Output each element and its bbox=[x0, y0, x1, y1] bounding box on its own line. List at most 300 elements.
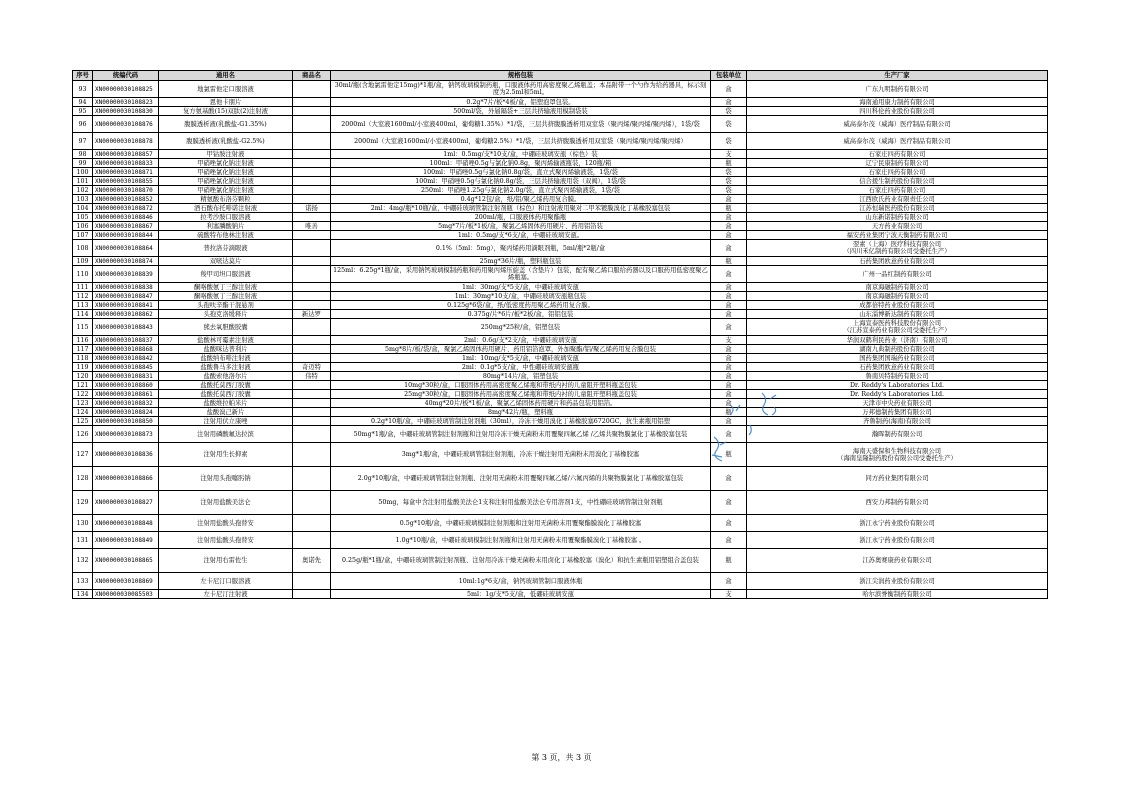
cell-code: XN00000030108860 bbox=[93, 381, 159, 390]
cell-manufacturer: 威高泰尔茂（威海）医疗制品有限公司 bbox=[747, 133, 1048, 150]
cell-code: XN00000030108861 bbox=[93, 390, 159, 399]
cell-brand-name bbox=[293, 336, 331, 345]
cell-seq: 103 bbox=[73, 195, 93, 204]
table-row bbox=[73, 408, 1048, 417]
cell-generic-name: 地氯雷他定口服溶液 bbox=[159, 81, 293, 98]
cell-spec: 5mg*7片/板*1板/盒，聚氯乙烯固体药用硬片、药用铝箔装 bbox=[331, 222, 711, 231]
cell-spec: 80mg*14片/盒，铝塑包装 bbox=[331, 372, 711, 381]
cell-spec: 125ml：6.25g*1瓶/盒，采用钠钙玻璃模制药瓶和药用聚丙烯压旋盖（含垫片）包装，配有聚乙烯口服给药器以及口服药用低密度聚乙烯瓶塞。 bbox=[331, 266, 711, 283]
cell-brand-name bbox=[293, 257, 331, 266]
cell-generic-name: 盐酸托莫西汀胶囊 bbox=[159, 390, 293, 399]
cell-unit: 袋 bbox=[711, 168, 747, 177]
header-spec: 规格包装 bbox=[331, 71, 711, 81]
cell-spec: 0.375g/片*6片/板*2板/盒，铝铝包装 bbox=[331, 310, 711, 319]
cell-manufacturer: 浙江永宁药业股份有限公司 bbox=[747, 515, 1048, 532]
cell-manufacturer: 福安药业集团宁波天衡制药有限公司 bbox=[747, 231, 1048, 240]
header-seq: 序号 bbox=[73, 71, 93, 81]
cell-code: XN00000030108847 bbox=[93, 292, 159, 301]
cell-manufacturer: 江苏奥赛康药业有限公司 bbox=[747, 549, 1048, 573]
table-body bbox=[73, 81, 1048, 599]
cell-code: XN00000030108862 bbox=[93, 310, 159, 319]
cell-unit: 盒 bbox=[711, 283, 747, 292]
table-row bbox=[73, 354, 1048, 363]
cell-manufacturer: 浙江尖润药业股份有限公司 bbox=[747, 573, 1048, 590]
cell-brand-name bbox=[293, 354, 331, 363]
cell-generic-name: 酮咯酸氨丁三醇注射液 bbox=[159, 292, 293, 301]
cell-seq: 113 bbox=[73, 301, 93, 310]
cell-brand-name bbox=[293, 319, 331, 336]
cell-brand-name bbox=[293, 491, 331, 515]
cell-generic-name: 双嘧达莫片 bbox=[159, 257, 293, 266]
cell-brand-name bbox=[293, 590, 331, 599]
table-row bbox=[73, 390, 1048, 399]
cell-brand-name bbox=[293, 81, 331, 98]
cell-code: XN00000030108857 bbox=[93, 150, 159, 159]
cell-brand-name bbox=[293, 186, 331, 195]
cell-seq: 129 bbox=[73, 491, 93, 515]
cell-seq: 100 bbox=[73, 168, 93, 177]
cell-brand-name bbox=[293, 292, 331, 301]
cell-generic-name: 盐酸纳布啡注射液 bbox=[159, 354, 293, 363]
cell-manufacturer: 石药集团欧意药业有限公司 bbox=[747, 363, 1048, 372]
table-row bbox=[73, 283, 1048, 292]
cell-unit: 袋 bbox=[711, 133, 747, 150]
cell-code: XN00000030108849 bbox=[93, 532, 159, 549]
cell-code: XN00000030108871 bbox=[93, 168, 159, 177]
cell-spec: 2000ml（大室液1600ml/小室液400ml，葡萄糖2.5%）*1/袋，三层共挤腹膜透析用双室袋（聚丙烯/聚丙烯/聚丙烯） bbox=[331, 133, 711, 150]
cell-seq: 134 bbox=[73, 590, 93, 599]
cell-unit: 盒 bbox=[711, 363, 747, 372]
cell-unit: 盒 bbox=[711, 231, 747, 240]
cell-brand-name bbox=[293, 98, 331, 107]
cell-generic-name: 利塞膦酸钠片 bbox=[159, 222, 293, 231]
cell-spec: 5ml：1g/支*5支/盒，低硼硅玻璃安瓿 bbox=[331, 590, 711, 599]
cell-code: XN00000030108844 bbox=[93, 231, 159, 240]
cell-seq: 102 bbox=[73, 186, 93, 195]
cell-brand-name bbox=[293, 301, 331, 310]
cell-spec: 500ml/袋，外層隔袋+三层共挤输液用模制袋装 bbox=[331, 107, 711, 116]
cell-manufacturer: 辽宁民康制药有限公司 bbox=[747, 159, 1048, 168]
cell-unit: 盒 bbox=[711, 532, 747, 549]
cell-brand-name bbox=[293, 532, 331, 549]
cell-code: XN00000030108878 bbox=[93, 133, 159, 150]
cell-generic-name: 注射用盐酸头孢替安 bbox=[159, 515, 293, 532]
cell-brand-name bbox=[293, 133, 331, 150]
cell-spec: 200ml/瓶，口服液体药用聚酯瓶 bbox=[331, 213, 711, 222]
table-row bbox=[73, 345, 1048, 354]
cell-generic-name: 左卡尼汀注射液 bbox=[159, 590, 293, 599]
cell-seq: 93 bbox=[73, 81, 93, 98]
table-row bbox=[73, 222, 1048, 231]
cell-manufacturer: 山东新诺制药有限公司 bbox=[747, 213, 1048, 222]
table-row bbox=[73, 426, 1048, 443]
table-row bbox=[73, 515, 1048, 532]
cell-seq: 110 bbox=[73, 266, 93, 283]
cell-unit: 盒 bbox=[711, 345, 747, 354]
cell-spec: 250mg*25粒/盒，铝塑包装 bbox=[331, 319, 711, 336]
cell-spec: 2ml：0.6g/支*2支/盒，中硼硅玻璃安瓿 bbox=[331, 336, 711, 345]
cell-seq: 95 bbox=[73, 107, 93, 116]
cell-generic-name: 拉考沙胺口服溶液 bbox=[159, 213, 293, 222]
cell-brand-name bbox=[293, 240, 331, 257]
cell-unit: 盒 bbox=[711, 310, 747, 319]
cell-seq: 118 bbox=[73, 354, 93, 363]
cell-generic-name: 熊去氧胆酸胶囊 bbox=[159, 319, 293, 336]
cell-seq: 117 bbox=[73, 345, 93, 354]
cell-code: XN00000030108833 bbox=[93, 159, 159, 168]
cell-manufacturer: 万邦德制药集团有限公司 bbox=[747, 408, 1048, 417]
cell-generic-name: 左卡尼汀口服溶液 bbox=[159, 573, 293, 590]
table-row bbox=[73, 417, 1048, 426]
cell-seq: 105 bbox=[73, 213, 93, 222]
cell-manufacturer: 南京海融制药有限公司 bbox=[747, 292, 1048, 301]
cell-brand-name bbox=[293, 408, 331, 417]
cell-unit: 盒 bbox=[711, 98, 747, 107]
cell-code: XN00000030108846 bbox=[93, 213, 159, 222]
cell-seq: 116 bbox=[73, 336, 93, 345]
cell-code: XN00000030108872 bbox=[93, 204, 159, 213]
cell-unit: 盒 bbox=[711, 292, 747, 301]
cell-brand-name: 伟特 bbox=[293, 372, 331, 381]
cell-generic-name: 注射用盐酸头孢替安 bbox=[159, 532, 293, 549]
cell-brand-name bbox=[293, 195, 331, 204]
table-row bbox=[73, 573, 1048, 590]
cell-unit: 盒 bbox=[711, 240, 747, 257]
cell-brand-name bbox=[293, 213, 331, 222]
header-generic-name: 通用名 bbox=[159, 71, 293, 81]
cell-brand-name bbox=[293, 266, 331, 283]
cell-spec: 8mg*42片/瓶，塑料瓶 bbox=[331, 408, 711, 417]
cell-spec: 0.4g*12包/盒，纸/铝/聚乙烯药用复合膜。 bbox=[331, 195, 711, 204]
cell-unit: 瓶 bbox=[711, 159, 747, 168]
cell-generic-name: 注射用生长抑素 bbox=[159, 443, 293, 467]
cell-generic-name: 头孢克洛缓释片 bbox=[159, 310, 293, 319]
cell-code: XN00000030108841 bbox=[93, 301, 159, 310]
cell-brand-name bbox=[293, 381, 331, 390]
cell-unit: 盒 bbox=[711, 399, 747, 408]
cell-unit: 盒 bbox=[711, 301, 747, 310]
cell-manufacturer: 石药集团欧意药业有限公司 bbox=[747, 257, 1048, 266]
cell-seq: 128 bbox=[73, 467, 93, 491]
table-row bbox=[73, 549, 1048, 573]
cell-spec: 1.0g*10瓶/盒，中硼硅玻璃模制注射剂瓶和注射用无菌粉末用覆聚酯膜溴化丁基橡胶塞 。 bbox=[331, 532, 711, 549]
cell-manufacturer: 威高泰尔茂（威海）医疗制品有限公司 bbox=[747, 116, 1048, 133]
cell-unit: 瓶 bbox=[711, 549, 747, 573]
cell-manufacturer: 上海宣泰医药科技股份有限公司 （江苏宣泰药业有限公司受委托生产） bbox=[747, 319, 1048, 336]
cell-seq: 124 bbox=[73, 408, 93, 417]
cell-code: XN00000030108837 bbox=[93, 336, 159, 345]
cell-manufacturer: 海南通用康力制药有限公司 bbox=[747, 98, 1048, 107]
cell-seq: 125 bbox=[73, 417, 93, 426]
cell-generic-name: 腹膜透析液(乳酸盐-G2.5%) bbox=[159, 133, 293, 150]
cell-spec: 10ml:1g*6支/盒，钠钙玻璃管制口服液体瓶 bbox=[331, 573, 711, 590]
cell-spec: 1ml：0.5mg/支*10支/盒，中硼硅玻璃安瓿（棕色）装 bbox=[331, 150, 711, 159]
cell-unit: 支 bbox=[711, 590, 747, 599]
cell-manufacturer: 同方药业集团有限公司 bbox=[747, 467, 1048, 491]
cell-unit: 盒 bbox=[711, 319, 747, 336]
cell-manufacturer: 成都倍特药业股份有限公司 bbox=[747, 301, 1048, 310]
header-brand-name: 商品名 bbox=[293, 71, 331, 81]
cell-manufacturer: 翌素（上海）医疗科技有限公司 （四川禾亿制药有限公司受委托生产） bbox=[747, 240, 1048, 257]
table-row bbox=[73, 257, 1048, 266]
cell-spec: 0.2g*7片/板*4板/盒，铝塑泡罩包装。 bbox=[331, 98, 711, 107]
table-row bbox=[73, 98, 1048, 107]
cell-code: XN00000030108823 bbox=[93, 98, 159, 107]
cell-seq: 99 bbox=[73, 159, 93, 168]
cell-unit: 瓶 bbox=[711, 408, 747, 417]
cell-generic-name: 注射用伏立康唑 bbox=[159, 417, 293, 426]
cell-spec: 2ml：4mg/瓶*10瓶/盒，中硼硅玻璃管制注射剂瓶（棕色）和注射液用聚对二甲苯镀膜溴化丁基橡胶塞包装 bbox=[331, 204, 711, 213]
cell-unit: 盒 bbox=[711, 417, 747, 426]
cell-generic-name: 甲硝唑氯化钠注射液 bbox=[159, 177, 293, 186]
cell-code: XN00000030108827 bbox=[93, 491, 159, 515]
cell-spec: 0.1%（5ml：5mg），聚丙烯药用滴眼剂瓶，5ml/瓶*2瓶/盒 bbox=[331, 240, 711, 257]
table-row bbox=[73, 133, 1048, 150]
cell-manufacturer: 石家庄四药有限公司 bbox=[747, 150, 1048, 159]
cell-spec: 2.0g*10瓶/盒，中硼硅玻璃管制注射剂瓶、注射用无菌粉末用覆聚四氟乙烯/六氟丙烯的共聚物膜氯化丁基橡胶塞包装 bbox=[331, 467, 711, 491]
cell-code: XN00000030108864 bbox=[93, 240, 159, 257]
cell-brand-name bbox=[293, 283, 331, 292]
table-row bbox=[73, 319, 1048, 336]
cell-generic-name: 盐酸咪达普利片 bbox=[159, 345, 293, 354]
cell-seq: 94 bbox=[73, 98, 93, 107]
cell-code: XN00000030108831 bbox=[93, 372, 159, 381]
cell-brand-name bbox=[293, 467, 331, 491]
cell-generic-name: 甲硝唑氯化钠注射液 bbox=[159, 159, 293, 168]
cell-unit: 盒 bbox=[711, 222, 747, 231]
cell-generic-name: 复方氨基酸(15)双肽(2)注射液 bbox=[159, 107, 293, 116]
cell-spec: 1ml：30mg*10支/盒，中硼硅玻璃安瓿瓶包装 bbox=[331, 292, 711, 301]
cell-manufacturer: 石家庄四药有限公司 bbox=[747, 168, 1048, 177]
table-row bbox=[73, 292, 1048, 301]
cell-manufacturer: 西安力邦制药有限公司 bbox=[747, 491, 1048, 515]
table-row bbox=[73, 491, 1048, 515]
cell-unit: 支 bbox=[711, 336, 747, 345]
cell-spec: 0.2g*10瓶/盒，中硼硅玻璃管制注射剂瓶（30ml），冷冻干燥用溴化丁基橡胶塞6720GC，抗生素瓶用铝塑 bbox=[331, 417, 711, 426]
table-row bbox=[73, 116, 1048, 133]
cell-seq: 101 bbox=[73, 177, 93, 186]
cell-spec: 3mg*1瓶/盒，中硼硅玻璃管制注射剂瓶，冷冻干燥注射用无菌粉末用溴化丁基橡胶塞 bbox=[331, 443, 711, 467]
cell-seq: 97 bbox=[73, 133, 93, 150]
header-code: 统编代码 bbox=[93, 71, 159, 81]
cell-manufacturer: 湖南九典制药股份有限公司 bbox=[747, 345, 1048, 354]
cell-brand-name bbox=[293, 443, 331, 467]
cell-spec: 2ml：0.1g*5支/盒，中性硼硅玻璃安瓿瓶 bbox=[331, 363, 711, 372]
table-row bbox=[73, 107, 1048, 116]
cell-brand-name: 奇迈特 bbox=[293, 363, 331, 372]
drug-catalog-sheet bbox=[72, 70, 1047, 599]
cell-manufacturer: 石家庄四药有限公司 bbox=[747, 186, 1048, 195]
cell-generic-name: 酒石酸布托啡诺注射液 bbox=[159, 204, 293, 213]
cell-unit: 盒 bbox=[711, 195, 747, 204]
cell-seq: 108 bbox=[73, 240, 93, 257]
cell-generic-name: 盐酸托莫西汀胶囊 bbox=[159, 381, 293, 390]
cell-seq: 130 bbox=[73, 515, 93, 532]
cell-code: XN00000030108865 bbox=[93, 549, 159, 573]
cell-brand-name bbox=[293, 515, 331, 532]
cell-code: XN00000030108876 bbox=[93, 116, 159, 133]
cell-manufacturer: Dr. Reddy's Laboratories Ltd. bbox=[747, 381, 1048, 390]
table-row bbox=[73, 231, 1048, 240]
cell-spec: 0.25g/瓶*1瓶/盒，中硼硅玻璃管制注射剂瓶、注射用冷冻干燥无菌粉末用卤化丁基橡胶塞（溴化）和抗生素瓶用铝塑组合盖包装 bbox=[331, 549, 711, 573]
cell-spec: 2000ml（大室液1600ml/小室液400ml，葡萄糖1.35%）*1/袋，三层共挤腹膜透析用双室袋（聚丙烯/聚丙烯/聚丙烯），1袋/袋 bbox=[331, 116, 711, 133]
table-row bbox=[73, 240, 1048, 257]
table-row bbox=[73, 336, 1048, 345]
cell-unit: 盒 bbox=[711, 372, 747, 381]
cell-spec: 1ml：30mg/支*5支/盒，中硼硅玻璃安瓿 bbox=[331, 283, 711, 292]
cell-spec: 40mg*20片/板*1板/盒，聚氯乙烯固体药用硬片和药品包装用铝箔。 bbox=[331, 399, 711, 408]
cell-seq: 107 bbox=[73, 231, 93, 240]
cell-code: XN00000030108869 bbox=[93, 573, 159, 590]
cell-generic-name: 腹膜透析液(乳酸盐-G1.35%) bbox=[159, 116, 293, 133]
cell-unit: 盒 bbox=[711, 491, 747, 515]
cell-seq: 106 bbox=[73, 222, 93, 231]
cell-brand-name bbox=[293, 168, 331, 177]
table-row bbox=[73, 177, 1048, 186]
cell-generic-name: 羧甲司坦口服溶液 bbox=[159, 266, 293, 283]
cell-manufacturer: 四川科伦药业股份有限公司 bbox=[747, 107, 1048, 116]
cell-unit: 盒 bbox=[711, 390, 747, 399]
cell-generic-name: 精氨酸布洛芬颗粒 bbox=[159, 195, 293, 204]
cell-spec: 100ml：甲硝唑0.5g与氯化钠0.8g，聚丙烯输液瓶装，120瓶/箱 bbox=[331, 159, 711, 168]
table-row bbox=[73, 532, 1048, 549]
cell-generic-name: 注射用盐酸美法仑 bbox=[159, 491, 293, 515]
cell-generic-name: 头孢呋辛酯干混悬剂 bbox=[159, 301, 293, 310]
cell-code: XN00000030108870 bbox=[93, 186, 159, 195]
cell-spec: 1ml：10mg/支*5支/盒，中硼硅玻璃安瓿 bbox=[331, 354, 711, 363]
cell-code: XN00000030108838 bbox=[93, 283, 159, 292]
cell-generic-name: 盐酸鲁马多注射液 bbox=[159, 363, 293, 372]
cell-manufacturer: 浙江永宁药业股份有限公司 bbox=[747, 532, 1048, 549]
cell-brand-name bbox=[293, 231, 331, 240]
cell-spec: 0.5g*10瓶/盒，中硼硅玻璃模制注射剂瓶和注射用无菌粉末用覆聚酯膜溴化丁基橡胶塞 bbox=[331, 515, 711, 532]
cell-seq: 126 bbox=[73, 426, 93, 443]
cell-code: XN00000030108824 bbox=[93, 408, 159, 417]
cell-generic-name: 恩他卡朋片 bbox=[159, 98, 293, 107]
cell-brand-name bbox=[293, 177, 331, 186]
cell-manufacturer: 天津市中央药业有限公司 bbox=[747, 399, 1048, 408]
cell-code: XN00000030108839 bbox=[93, 266, 159, 283]
cell-seq: 131 bbox=[73, 532, 93, 549]
table-row bbox=[73, 266, 1048, 283]
cell-code: XN00000030108843 bbox=[93, 319, 159, 336]
cell-spec: 10mg*30粒/盒，口服固体药用高密度聚乙烯瓶和带纸内衬的儿童阻开塑料瓶盖包装 bbox=[331, 381, 711, 390]
cell-manufacturer: 广州一品红制药有限公司 bbox=[747, 266, 1048, 283]
cell-spec: 50mg，每盒中含注射用盐酸美法仑1支和注射用盐酸美法仑专用溶剂1支，中性硼硅玻璃管制注射剂瓶 bbox=[331, 491, 711, 515]
cell-unit: 瓶 bbox=[711, 204, 747, 213]
cell-spec: 25mg*36片/瓶，塑料瓶包装 bbox=[331, 257, 711, 266]
table-row bbox=[73, 204, 1048, 213]
cell-brand-name bbox=[293, 399, 331, 408]
cell-manufacturer: 山东淄博新达制药有限公司 bbox=[747, 310, 1048, 319]
cell-seq: 109 bbox=[73, 257, 93, 266]
cell-unit: 袋 bbox=[711, 177, 747, 186]
cell-seq: 132 bbox=[73, 549, 93, 573]
cell-manufacturer: 瀚晖制药有限公司 bbox=[747, 426, 1048, 443]
cell-manufacturer: 南京海融制药有限公司 bbox=[747, 283, 1048, 292]
cell-code: XN00000030108874 bbox=[93, 257, 159, 266]
cell-brand-name bbox=[293, 426, 331, 443]
table-row bbox=[73, 443, 1048, 467]
cell-unit: 袋 bbox=[711, 107, 747, 116]
cell-code: XN00000030108868 bbox=[93, 345, 159, 354]
cell-seq: 112 bbox=[73, 292, 93, 301]
cell-generic-name: 酮咯酸氨丁三醇注射液 bbox=[159, 283, 293, 292]
cell-unit: 盒 bbox=[711, 381, 747, 390]
cell-unit: 盒 bbox=[711, 354, 747, 363]
cell-seq: 120 bbox=[73, 372, 93, 381]
table-row bbox=[73, 310, 1048, 319]
cell-generic-name: 注射用磷酸氟达拉滨 bbox=[159, 426, 293, 443]
page-footer: 第 3 页，共 3 页 bbox=[531, 753, 592, 762]
cell-generic-name: 盐酸林可霉素注射液 bbox=[159, 336, 293, 345]
cell-brand-name: 新达罗 bbox=[293, 310, 331, 319]
table-row bbox=[73, 301, 1048, 310]
cell-code: XN00000030108855 bbox=[93, 177, 159, 186]
cell-manufacturer: 鲁南贝特制药有限公司 bbox=[747, 372, 1048, 381]
table-row bbox=[73, 213, 1048, 222]
cell-generic-name: 注射用右雷佐生 bbox=[159, 549, 293, 573]
cell-brand-name: 诺扬 bbox=[293, 204, 331, 213]
cell-unit: 盒 bbox=[711, 573, 747, 590]
table-row bbox=[73, 81, 1048, 98]
cell-seq: 122 bbox=[73, 390, 93, 399]
cell-spec: 1ml：0.5mg/支*6支/盒，中硼硅玻璃安瓿。 bbox=[331, 231, 711, 240]
cell-brand-name bbox=[293, 390, 331, 399]
table-row bbox=[73, 150, 1048, 159]
cell-manufacturer: Dr. Reddy's Laboratories Ltd. bbox=[747, 390, 1048, 399]
table-header-row bbox=[73, 71, 1048, 81]
cell-generic-name: 甲钴胺注射液 bbox=[159, 150, 293, 159]
cell-unit: 盒 bbox=[711, 213, 747, 222]
cell-brand-name: 唯善 bbox=[293, 222, 331, 231]
drug-catalog-table bbox=[72, 70, 1048, 599]
cell-brand-name bbox=[293, 573, 331, 590]
cell-brand-name bbox=[293, 159, 331, 168]
cell-unit: 盒 bbox=[711, 467, 747, 491]
table-row bbox=[73, 363, 1048, 372]
cell-unit: 盒 bbox=[711, 515, 747, 532]
cell-seq: 119 bbox=[73, 363, 93, 372]
cell-unit: 盒 bbox=[711, 266, 747, 283]
cell-manufacturer: 江西欧氏药业有限责任公司 bbox=[747, 195, 1048, 204]
cell-brand-name bbox=[293, 417, 331, 426]
table-row bbox=[73, 186, 1048, 195]
cell-seq: 104 bbox=[73, 204, 93, 213]
cell-code: XN00000030108852 bbox=[93, 195, 159, 204]
table-row bbox=[73, 399, 1048, 408]
cell-unit: 支 bbox=[711, 150, 747, 159]
cell-code: XN00000030108873 bbox=[93, 426, 159, 443]
cell-manufacturer: 齐鲁制药(海南)有限公司 bbox=[747, 417, 1048, 426]
cell-code: XN00000030108866 bbox=[93, 467, 159, 491]
cell-manufacturer: 广东九明制药有限公司 bbox=[747, 81, 1048, 98]
cell-code: XN00000030108850 bbox=[93, 417, 159, 426]
cell-unit: 盒 bbox=[711, 426, 747, 443]
cell-code: XN00000030108848 bbox=[93, 515, 159, 532]
cell-spec: 250ml：甲硝唑1.25g与氯化钠2.0g/袋，直立式聚丙烯输液袋，1袋/袋 bbox=[331, 186, 711, 195]
cell-brand-name: 奥诺先 bbox=[293, 549, 331, 573]
cell-seq: 133 bbox=[73, 573, 93, 590]
table-row bbox=[73, 195, 1048, 204]
table-row bbox=[73, 159, 1048, 168]
cell-generic-name: 注射用头孢噻肟钠 bbox=[159, 467, 293, 491]
cell-code: XN00000030108832 bbox=[93, 399, 159, 408]
cell-seq: 98 bbox=[73, 150, 93, 159]
cell-seq: 127 bbox=[73, 443, 93, 467]
cell-generic-name: 普拉洛芬滴眼液 bbox=[159, 240, 293, 257]
table-row bbox=[73, 467, 1048, 491]
